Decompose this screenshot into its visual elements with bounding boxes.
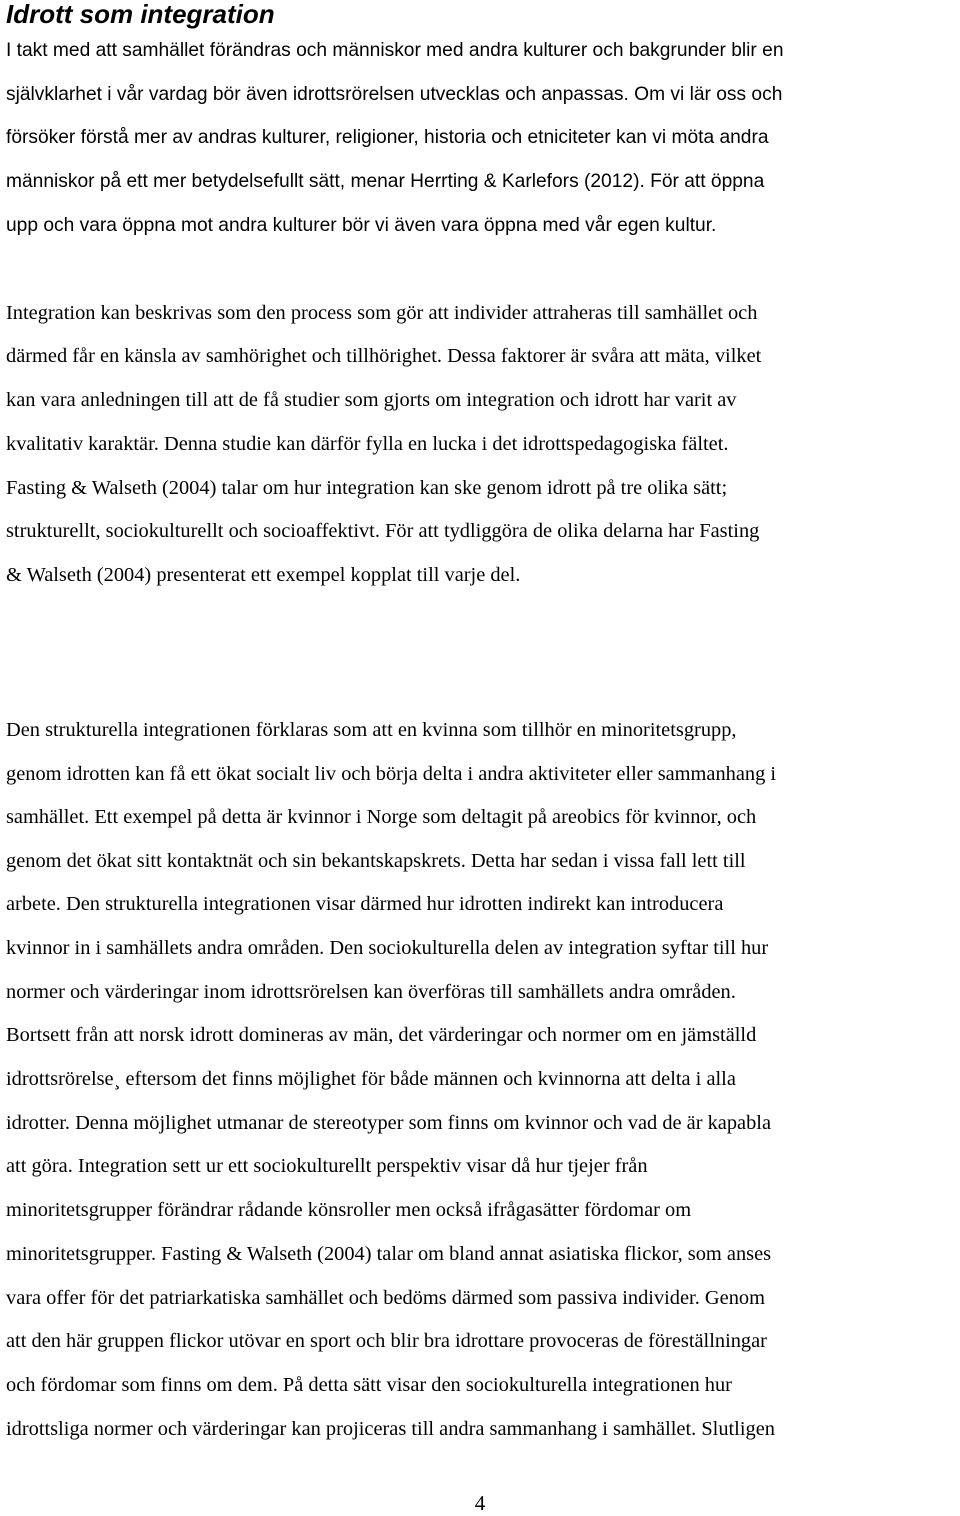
paragraph-line: vara offer för det patriarkatiska samhället och bedöms därmed som passiva individer. Genom bbox=[6, 1287, 765, 1309]
paragraph-line: Den strukturella integrationen förklaras som att en kvinna som tillhör en minoritetsgrupp, bbox=[6, 719, 737, 741]
paragraph-line: idrottsliga normer och värderingar kan projiceras till andra sammanhang i samhället. Slutligen bbox=[6, 1418, 775, 1440]
paragraph-line: försöker förstå mer av andras kulturer, religioner, historia och etniciteter kan vi möta andra bbox=[6, 127, 769, 148]
paragraph-line: samhället. Ett exempel på detta är kvinnor i Norge som deltagit på areobics för kvinnor, och bbox=[6, 806, 757, 828]
paragraph-line: kvalitativ karaktär. Denna studie kan därför fylla en lucka i det idrottspedagogiska fältet. bbox=[6, 433, 729, 455]
paragraph-line: kan vara anledningen till att de få studier som gjorts om integration och idrott har varit av bbox=[6, 389, 737, 411]
paragraph-line: Fasting & Walseth (2004) talar om hur integration kan ske genom idrott på tre olika sätt; bbox=[6, 477, 728, 499]
paragraph-line: Integration kan beskrivas som den process som gör att individer attraheras till samhället och bbox=[6, 302, 758, 324]
paragraph-line: normer och värderingar inom idrottsrörelsen kan överföras till samhällets andra områden. bbox=[6, 981, 736, 1003]
paragraph-line: arbete. Den strukturella integrationen visar därmed hur idrotten indirekt kan introducera bbox=[6, 893, 724, 915]
paragraph-line: människor på ett mer betydelsefullt sätt, menar Herrting & Karlefors (2012). För att öppna bbox=[6, 171, 765, 192]
paragraph-line: självklarhet i vår vardag bör även idrottsrörelsen utvecklas och anpassas. Om vi lär oss och bbox=[6, 84, 783, 105]
paragraph-line: I takt med att samhället förändras och människor med andra kulturer och bakgrunder blir en bbox=[6, 40, 784, 61]
paragraph-line: strukturellt, sociokulturellt och socioaffektivt. För att tydliggöra de olika delarna har Fasting bbox=[6, 520, 760, 542]
paragraph-line: genom det ökat sitt kontaktnät och sin bekantskapskrets. Detta har sedan i vissa fall lett till bbox=[6, 850, 746, 872]
paragraph-line: minoritetsgrupper förändrar rådande könsroller men också ifrågasätter fördomar om bbox=[6, 1199, 692, 1221]
paragraph-line: upp och vara öppna mot andra kulturer bör vi även vara öppna med vår egen kultur. bbox=[6, 215, 717, 236]
paragraph-line: att den här gruppen flickor utövar en sport och blir bra idrottare provoceras de föreställningar bbox=[6, 1330, 767, 1352]
paragraph-line: Bortsett från att norsk idrott domineras av män, det värderingar och normer om en jämställd bbox=[6, 1024, 757, 1046]
paragraph-line: kvinnor in i samhällets andra områden. Den sociokulturella delen av integration syftar till hur bbox=[6, 937, 769, 959]
paragraph-line: idrotter. Denna möjlighet utmanar de stereotyper som finns om kvinnor och vad de är kapabla bbox=[6, 1112, 771, 1134]
section-heading: Idrott som integration bbox=[6, 0, 275, 29]
paragraph-line: & Walseth (2004) presenterat ett exempel kopplat till varje del. bbox=[6, 564, 521, 586]
page-number: 4 bbox=[474, 1491, 486, 1515]
paragraph-line: därmed får en känsla av samhörighet och tillhörighet. Dessa faktorer är svåra att mäta, vilket bbox=[6, 345, 762, 367]
paragraph-line: genom idrotten kan få ett ökat socialt liv och börja delta i andra aktiviteter eller sammanhang i bbox=[6, 763, 777, 785]
paragraph-line: att göra. Integration sett ur ett sociokulturellt perspektiv visar då hur tjejer från bbox=[6, 1155, 648, 1177]
paragraph-line: minoritetsgrupper. Fasting & Walseth (2004) talar om bland annat asiatiska flickor, som anses bbox=[6, 1243, 772, 1265]
paragraph-line: idrottsrörelse¸ eftersom det finns möjlighet för både männen och kvinnorna att delta i alla bbox=[6, 1068, 736, 1090]
paragraph-line: och fördomar som finns om dem. På detta sätt visar den sociokulturella integrationen hur bbox=[6, 1374, 732, 1396]
